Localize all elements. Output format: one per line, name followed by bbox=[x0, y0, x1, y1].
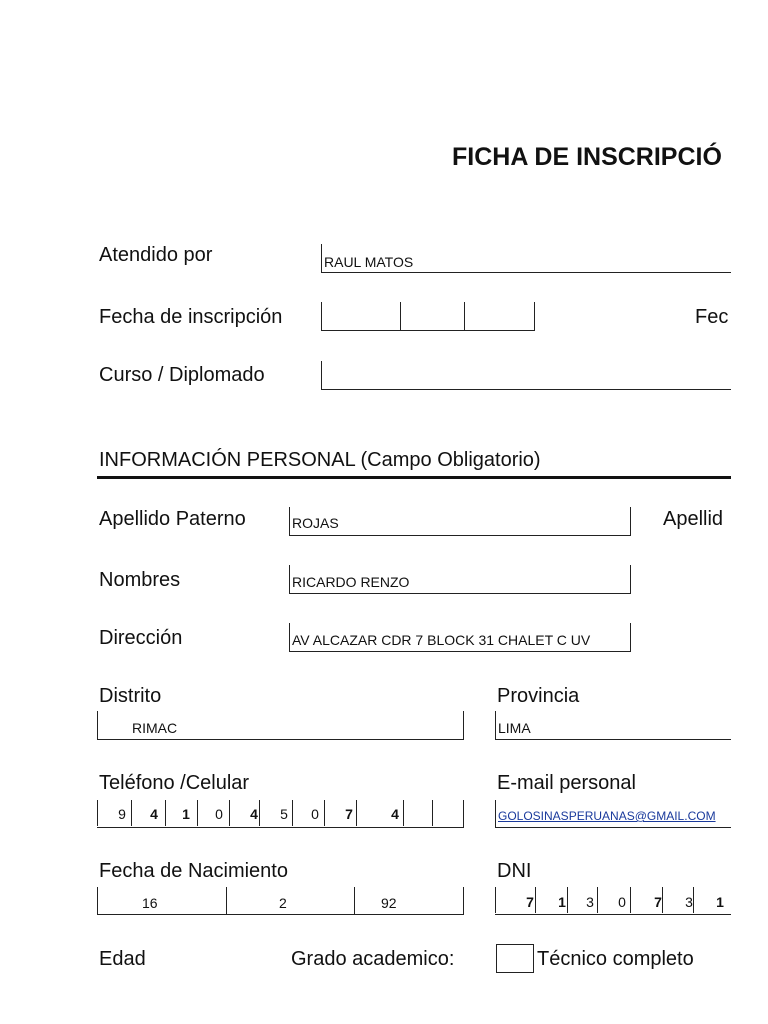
phone-digit-cell bbox=[197, 800, 229, 826]
fecha-inscripcion-label: Fecha de inscripción bbox=[99, 306, 283, 328]
phone-digit-cell bbox=[403, 800, 433, 826]
nombres-value: RICARDO RENZO bbox=[292, 574, 410, 590]
atendido-label: Atendido por bbox=[99, 244, 213, 266]
atendido-value: RAUL MATOS bbox=[324, 254, 414, 270]
dni-digit: 3 bbox=[685, 894, 693, 910]
email-field[interactable] bbox=[495, 800, 731, 828]
nacimiento-label: Fecha de Nacimiento bbox=[99, 860, 288, 882]
phone-digit: 4 bbox=[250, 806, 258, 822]
dni-digit-cell bbox=[693, 887, 731, 913]
phone-digit: 4 bbox=[150, 806, 158, 822]
phone-digit-cell bbox=[259, 800, 292, 826]
tecnico-completo-label: Técnico completo bbox=[537, 948, 694, 970]
dni-digit-cell bbox=[567, 887, 597, 913]
dni-digit: 0 bbox=[618, 894, 626, 910]
curso-label: Curso / Diplomado bbox=[99, 364, 265, 386]
phone-digit-cell bbox=[432, 800, 464, 826]
phone-digit: 0 bbox=[215, 806, 223, 822]
section-title: INFORMACIÓN PERSONAL (Campo Obligatorio) bbox=[99, 449, 541, 471]
telefono-label: Teléfono /Celular bbox=[99, 772, 250, 794]
fecha-divider bbox=[400, 302, 401, 330]
fecha-inscripcion-field[interactable] bbox=[321, 302, 535, 331]
phone-digit-cell bbox=[131, 800, 165, 826]
phone-digit: 0 bbox=[311, 806, 319, 822]
phone-digit-cell bbox=[324, 800, 356, 826]
dni-digit: 1 bbox=[558, 894, 566, 910]
nacimiento-divider bbox=[226, 887, 227, 914]
distrito-field[interactable] bbox=[97, 711, 464, 740]
dni-field[interactable] bbox=[495, 887, 731, 915]
distrito-value: RIMAC bbox=[132, 720, 178, 736]
phone-digit-cell bbox=[229, 800, 259, 826]
birth-day: 16 bbox=[142, 895, 158, 911]
dni-digit-cell bbox=[662, 887, 693, 913]
phone-digit: 7 bbox=[345, 806, 353, 822]
grado-label: Grado academico: bbox=[291, 948, 455, 970]
phone-digit-cell bbox=[97, 800, 131, 826]
dni-label: DNI bbox=[497, 860, 532, 882]
dni-digit: 3 bbox=[586, 894, 594, 910]
direccion-label: Dirección bbox=[99, 627, 183, 649]
curso-field[interactable] bbox=[321, 361, 731, 390]
phone-digit-cell bbox=[292, 800, 324, 826]
birth-year: 92 bbox=[381, 895, 397, 911]
apellido-paterno-value: ROJAS bbox=[292, 515, 339, 531]
telefono-field[interactable] bbox=[97, 800, 464, 828]
dni-digit: 1 bbox=[716, 894, 724, 910]
apellido-paterno-field[interactable] bbox=[289, 507, 631, 536]
fecha-divider bbox=[464, 302, 465, 330]
phone-digit: 9 bbox=[118, 806, 126, 822]
section-divider bbox=[97, 476, 731, 479]
provincia-value: LIMA bbox=[498, 720, 531, 736]
provincia-label: Provincia bbox=[497, 685, 580, 707]
dni-digit: 7 bbox=[526, 894, 534, 910]
dni-digit-cell bbox=[535, 887, 567, 913]
nacimiento-field[interactable] bbox=[97, 887, 464, 915]
direccion-field[interactable] bbox=[289, 623, 631, 652]
phone-digit: 5 bbox=[280, 806, 288, 822]
tecnico-completo-checkbox[interactable] bbox=[496, 944, 534, 973]
phone-digit: 4 bbox=[391, 806, 399, 822]
atendido-field[interactable] bbox=[321, 244, 731, 273]
direccion-value: AV ALCAZAR CDR 7 BLOCK 31 CHALET C UV bbox=[292, 632, 591, 648]
edad-label: Edad bbox=[99, 948, 146, 970]
phone-digit: 1 bbox=[182, 806, 190, 822]
distrito-label: Distrito bbox=[99, 685, 162, 707]
birth-month: 2 bbox=[279, 895, 287, 911]
phone-digit-cell bbox=[165, 800, 197, 826]
form-title: FICHA DE INSCRIPCIÓ bbox=[452, 143, 722, 171]
apellido-materno-label: Apellid bbox=[663, 508, 724, 530]
email-label: E-mail personal bbox=[497, 772, 636, 794]
nacimiento-divider bbox=[354, 887, 355, 914]
nombres-label: Nombres bbox=[99, 569, 181, 591]
email-link[interactable]: GOLOSINASPERUANAS@GMAIL.COM bbox=[498, 809, 716, 823]
dni-digit-cell bbox=[495, 887, 535, 913]
apellido-paterno-label: Apellido Paterno bbox=[99, 508, 246, 530]
nombres-field[interactable] bbox=[289, 565, 631, 594]
provincia-field[interactable] bbox=[495, 711, 731, 740]
dni-digit-cell bbox=[597, 887, 630, 913]
dni-digit-cell bbox=[630, 887, 662, 913]
fecha-right-label: Fec bbox=[695, 306, 729, 328]
dni-digit: 7 bbox=[654, 894, 662, 910]
